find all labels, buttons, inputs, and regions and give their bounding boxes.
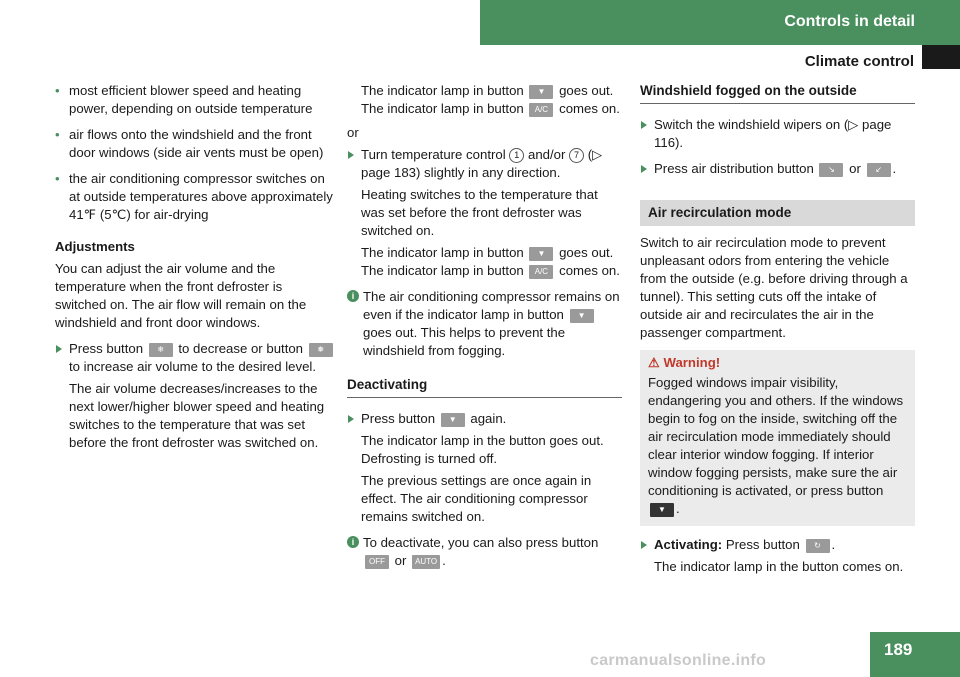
page-number-box [870, 632, 960, 677]
deactivating-heading: Deactivating [347, 376, 622, 398]
or-text: or [347, 125, 359, 140]
info-note-1: i The air conditioning compressor remains on even if the indicator lamp in button ▼ goes out. This helps to prevent the windshield from fogging. [347, 288, 622, 360]
info-note-2: i To deactivate, you can also press button OFF or AUTO . [347, 534, 622, 570]
recirculation-button-icon: ↻ [806, 539, 830, 553]
lamp-note-1: The indicator lamp in button ▼ goes out. The indicator lamp in button A/C comes on. [361, 83, 620, 116]
auto-button-icon: AUTO [412, 555, 440, 569]
activate-note: The indicator lamp in the button comes on. [654, 559, 904, 574]
control-1-marker: 1 [509, 148, 524, 163]
ac-button-icon: A/C [529, 265, 553, 279]
step-blower: Press button ❄ to decrease or button ❅ to increase air volume to the desired level. [55, 340, 335, 376]
info-icon: i [347, 290, 359, 302]
temp-note: Heating switches to the temperature that was set before the front defroster was switched on. [361, 187, 598, 238]
info-icon: i [347, 536, 359, 548]
warning-box: ⚠ Warning! Fogged windows impair visibility, endangering you and others. If the windows begin to fog on the inside, switching off the air recirculation mode immediately should clear interior window fogging. If interior window fogging persists, make sure the air conditioning is activated, or press button ▼ . [640, 350, 915, 526]
fan-up-icon: ❅ [309, 343, 333, 357]
list-item: • air flows onto the windshield and the front door windows (side air vents must be open) [55, 126, 335, 162]
header-tab-marker [922, 45, 960, 69]
subsection-title: Climate control [804, 53, 914, 70]
warning-text: Fogged windows impair visibility, endangering you and others. If the windows begin to fog on the inside, switching off the air recirculation mode immediately should clear interior window fogging. If interior window fogging persists, make sure the air conditioning is activated, or press button [648, 375, 904, 498]
step-wipers: Switch the windshield wipers on (▷ page 116). [640, 116, 915, 152]
warning-icon: ⚠ [648, 355, 660, 370]
defrost-button-icon: ▼ [441, 413, 465, 427]
warning-title: ⚠ Warning! [648, 355, 721, 370]
watermark: carmanualsonline.info [590, 652, 767, 669]
ac-button-icon: A/C [529, 103, 553, 117]
step-air-distribution: Press air distribution button ↘ or ↙ . [640, 160, 915, 178]
column-2 [347, 82, 622, 578]
section-header-bar [480, 0, 960, 45]
step-activate: Activating: Press button ↻ . [640, 536, 915, 554]
recirculation-heading: Air recirculation mode [640, 200, 915, 226]
windshield-fogged-heading: Windshield fogged on the outside [640, 82, 915, 104]
fan-down-icon: ❄ [149, 343, 173, 357]
defrost-button-icon: ▼ [650, 503, 674, 517]
step-temperature: Turn temperature control 1 and/or 7 (▷ page 183) slightly in any direction. [347, 146, 622, 182]
defrost-button-icon: ▼ [570, 309, 594, 323]
list-item: • the air conditioning compressor switches on at outside temperatures above approximately 41℉ (5℃) for air-drying [55, 170, 335, 224]
list-item: • most efficient blower speed and heating power, depending on outside temperature [55, 82, 335, 118]
blower-note: The air volume decreases/increases to the next lower/higher blower speed and heating switches to the temperature that was set before the front defroster was switched on. [69, 381, 325, 450]
step-deactivate: Press button ▼ again. [347, 410, 622, 428]
control-7-marker: 7 [569, 148, 584, 163]
section-title: Controls in detail [784, 13, 915, 30]
deactivate-note-1: The indicator lamp in the button goes out. Defrosting is turned off. [361, 433, 604, 466]
deactivate-note-2: The previous settings are once again in effect. The air conditioning compressor remains switched on. [361, 473, 592, 524]
air-distribution-windshield-footwell-icon: ↙ [867, 163, 891, 177]
adjustments-text: You can adjust the air volume and the temperature when the front defroster is switched on. The air flow will remain on the windshield and front door windows. [55, 261, 307, 330]
adjustments-heading: Adjustments [55, 239, 135, 254]
lamp-note-2: The indicator lamp in button ▼ goes out. The indicator lamp in button A/C comes on. [361, 245, 620, 278]
recirculation-text: Switch to air recirculation mode to prevent unpleasant odors from entering the vehicle from the outside (e.g. before driving through a tunnel). This setting cuts off the intake of outside air and recirculates the air in the passenger compartment. [640, 235, 908, 340]
column-1 [55, 82, 335, 456]
defrost-button-icon: ▼ [529, 247, 553, 261]
page-number: 189 [884, 640, 913, 659]
column-3 [640, 82, 915, 580]
defrost-button-icon: ▼ [529, 85, 553, 99]
off-button-icon: OFF [365, 555, 389, 569]
air-distribution-windshield-icon: ↘ [819, 163, 843, 177]
